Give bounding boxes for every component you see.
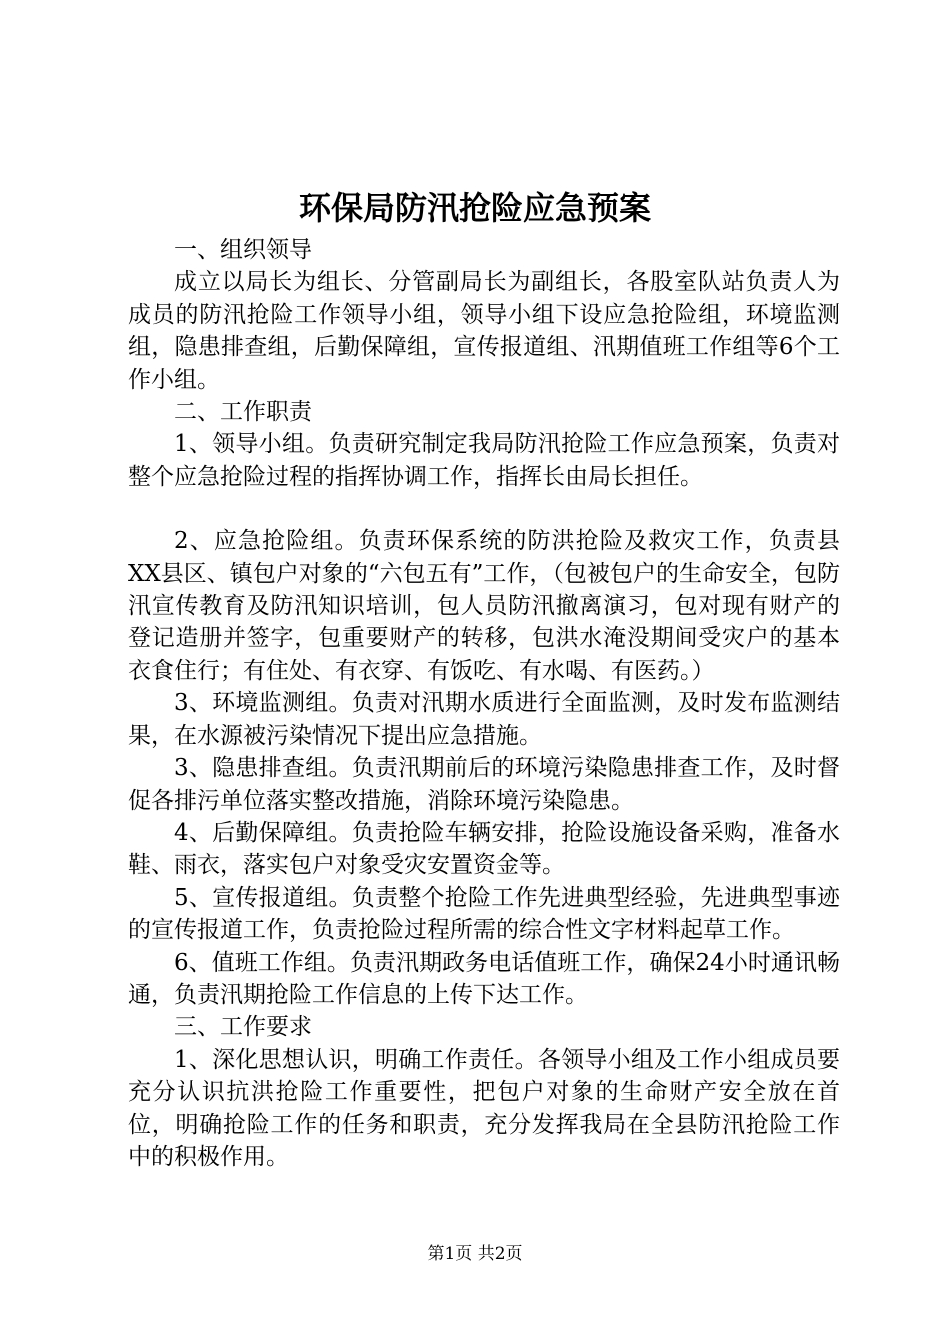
paragraph-duty-hazard: 3、隐患排查组。负责汛期前后的环境污染隐患排查工作，及时督促各排污单位落实整改措施，消除环境污染隐患。 <box>128 755 840 814</box>
document-body <box>128 234 840 1173</box>
paragraph-duty-emergency: 2、应急抢险组。负责环保系统的防洪抢险及救灾工作，负责县XX县区、镇包户对象的“六包五有”工作，（包被包户的生命安全，包防汛宣传教育及防汛知识培训，包人员防汛撤离演习，包对现有财产的登记造册并签字，包重要财产的转移，包洪水淹没期间受灾户的基本衣食住行；有住处、有衣穿、有饭吃、有水喝、有医药。） <box>128 528 840 684</box>
paragraph-duty-logistics: 4、后勤保障组。负责抢险车辆安排，抢险设施设备采购，准备水鞋、雨衣，落实包户对象受灾安置资金等。 <box>128 819 840 879</box>
paragraph-duty-duty-team: 6、值班工作组。负责汛期政务电话值班工作，确保24小时通讯畅通，负责汛期抢险工作信息的上传下达工作。 <box>128 949 840 1008</box>
section-heading-requirements: 三、工作要求 <box>174 1014 312 1041</box>
section-heading-duties: 二、工作职责 <box>174 399 312 426</box>
paragraph-duty-leadership: 1、领导小组。负责研究制定我局防汛抢险工作应急预案，负责对整个应急抢险过程的指挥协调工作，指挥长由局长担任。 <box>128 431 840 490</box>
paragraph-duty-monitoring: 3、环境监测组。负责对汛期水质进行全面监测，及时发布监测结果，在水源被污染情况下提出应急措施。 <box>128 690 840 749</box>
paragraph-duty-publicity: 5、宣传报道组。负责整个抢险工作先进典型经验，先进典型事迹的宣传报道工作，负责抢险过程所需的综合性文字材料起草工作。 <box>128 884 840 944</box>
paragraph-organization: 成立以局长为组长、分管副局长为副组长，各股室队站负责人为成员的防汛抢险工作领导小组，领导小组下设应急抢险组，环境监测组，隐患排查组，后勤保障组，宣传报道组、汛期值班工作组等6个工作小组。 <box>128 269 840 393</box>
page-number: 第1页 共2页 <box>427 1244 523 1264</box>
section-heading-organization: 一、组织领导 <box>174 237 312 263</box>
paragraph-requirement-1: 1、深化思想认识，明确工作责任。各领导小组及工作小组成员要充分认识抗洪抢险工作重要性，把包户对象的生命财产安全放在首位，明确抢险工作的任务和职责，充分发挥我局在全县防汛抢险工作中的积极作用。 <box>128 1046 840 1170</box>
document-title: 环保局防汛抢险应急预案 <box>298 189 651 227</box>
